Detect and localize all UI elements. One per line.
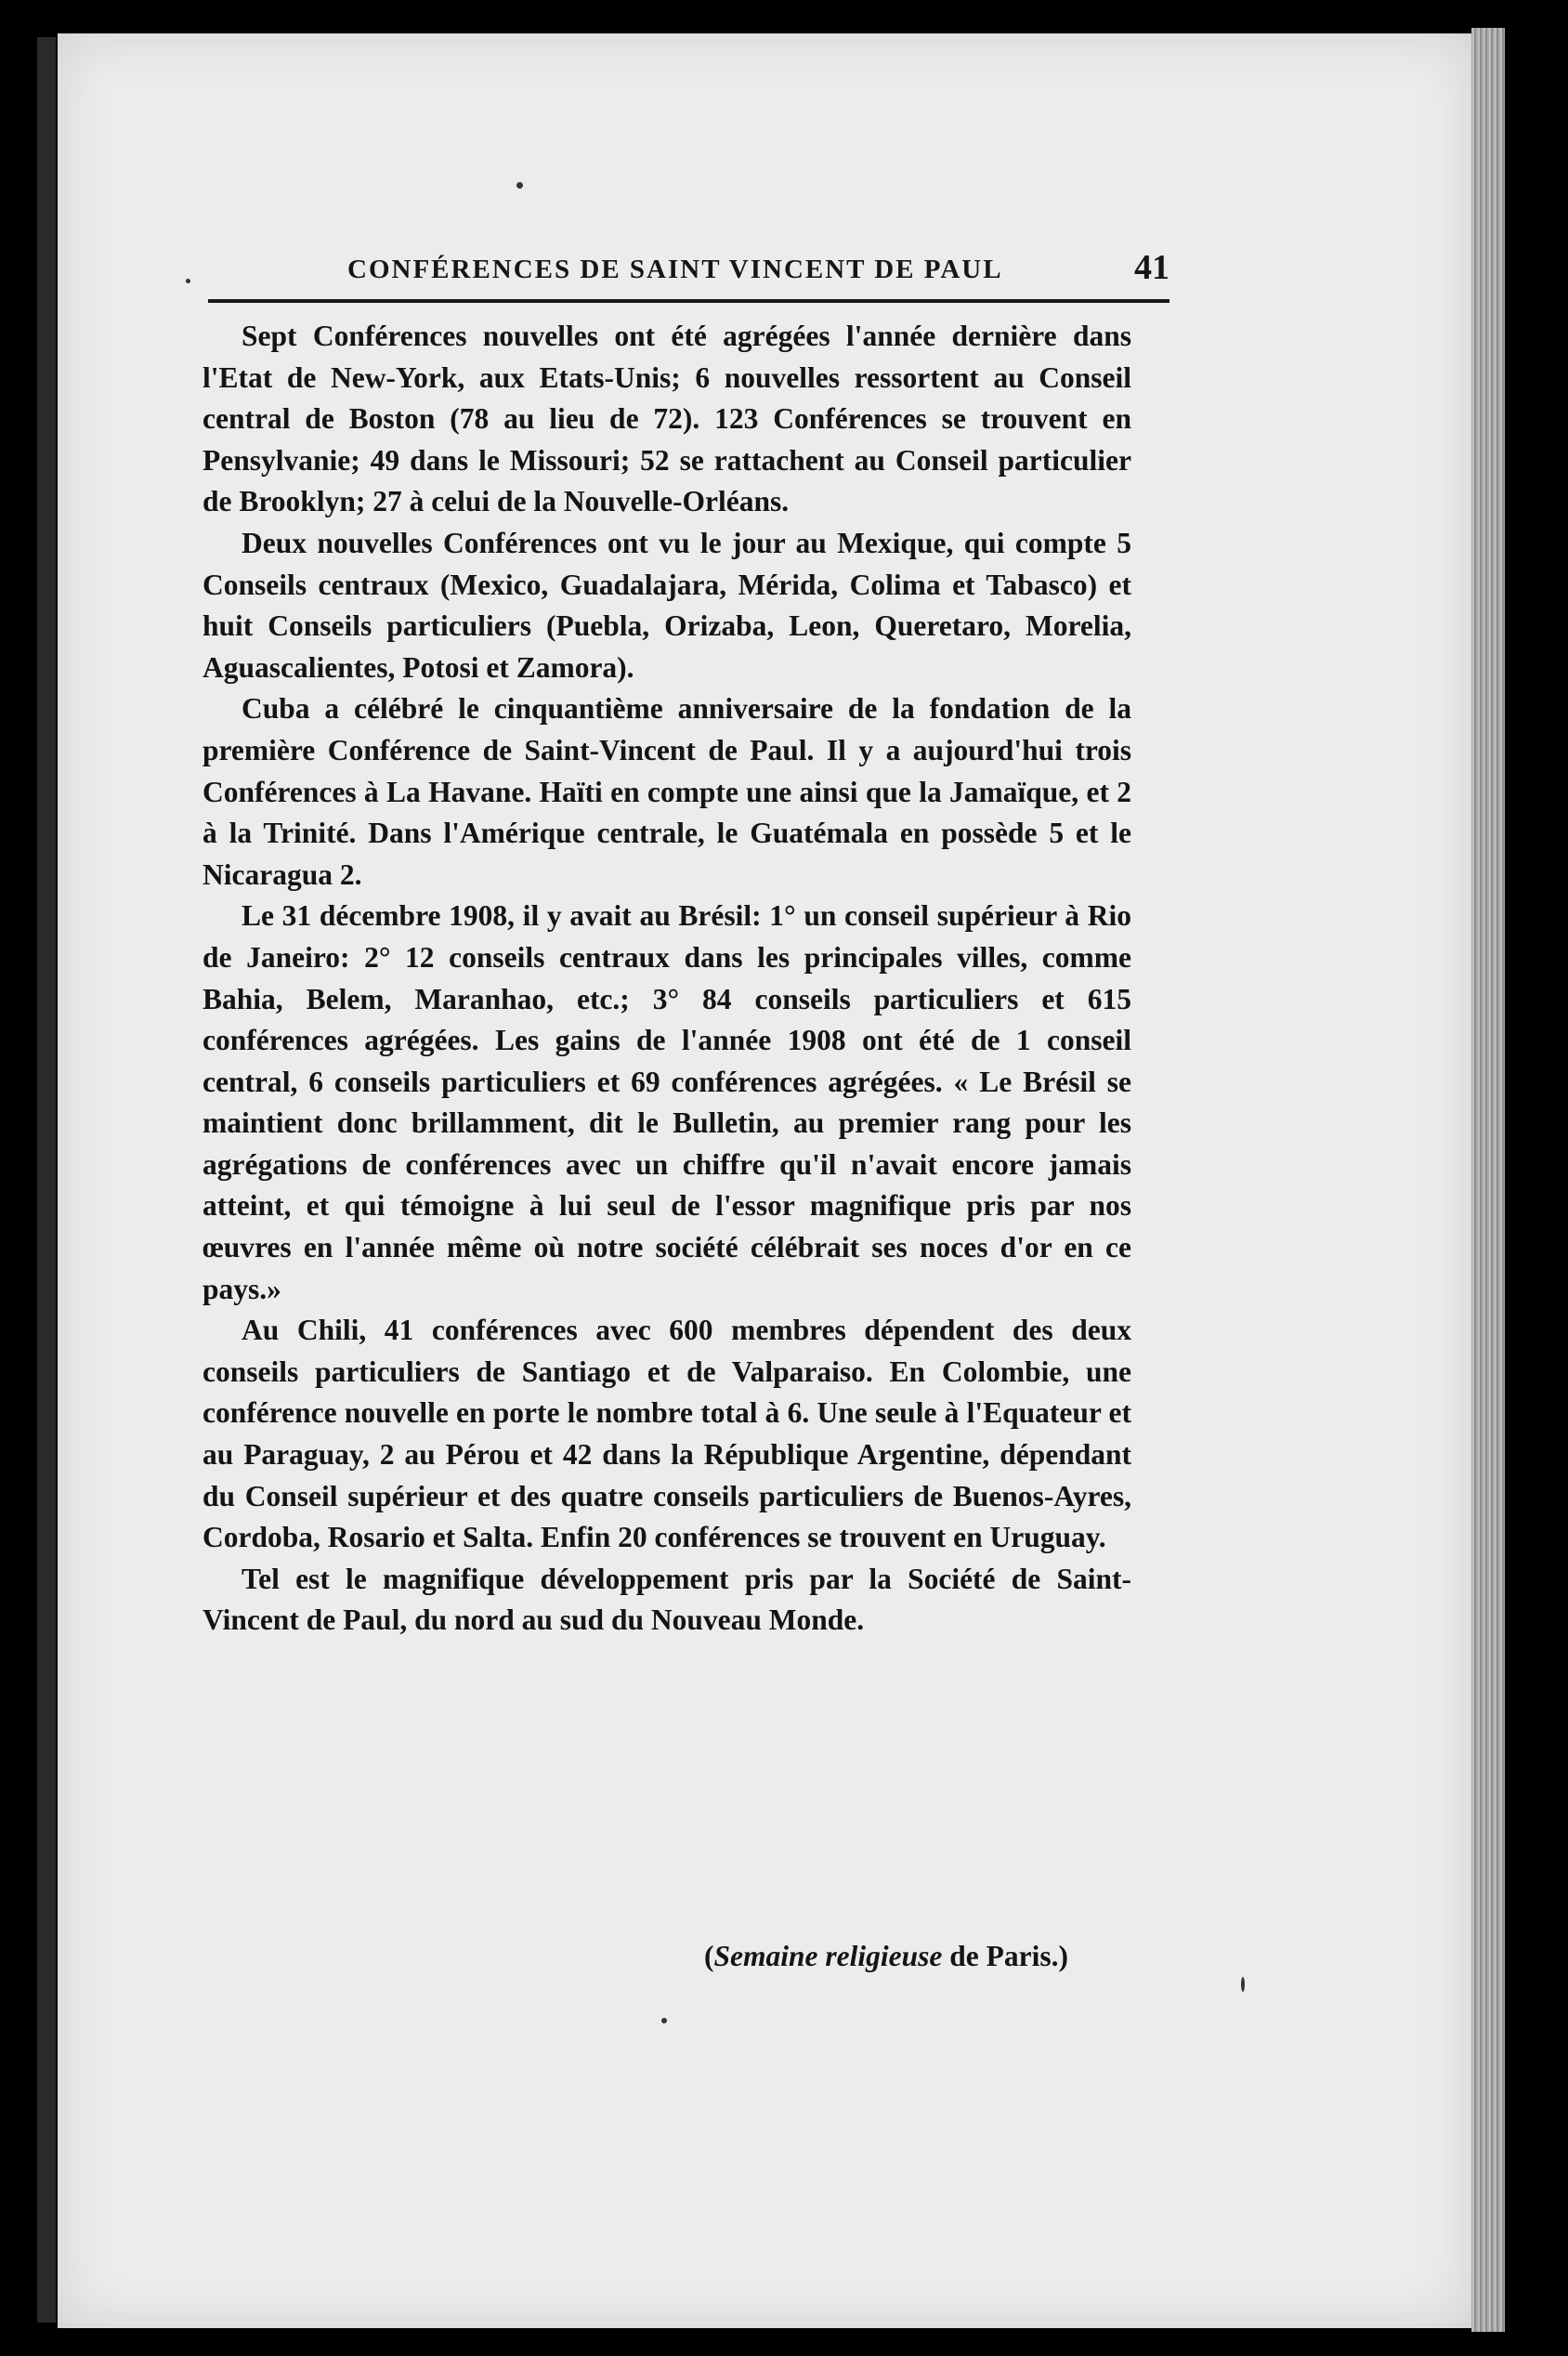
paragraph: Le 31 décembre 1908, il y avait au Brésil: 1° un conseil supérieur à Rio de Janeiro: 2° 12 conseils centraux dans les principales villes, comme Bahia, Belem, Maranhao, etc.; 3° 84 conseils particuliers et 615 conférences agrégées. Les gains de l'année 1908 ont été de 1 conseil central, 6 conseils particuliers et 69 conférences agrégées. « Le Brésil se maintient donc brillamment, dit le Bulletin, au premier rang pour les agrégations de conférences avec un chiffre qu'il n'avait encore jamais atteint, et qui témoigne à lui seul de l'essor magnifique pris par nos œuvres en l'année même où notre société célébrait ses noces d'or en ce pays.»	[203, 899, 1131, 1305]
source-citation	[203, 1940, 1068, 1973]
running-title: CONFÉRENCES DE SAINT VINCENT DE PAUL	[347, 255, 1003, 284]
paragraph: Sept Conférences nouvelles ont été agrégées l'année dernière dans l'Etat de New-York, aux Etats-Unis; 6 nouvelles ressortent au Conseil central de Boston (78 au lieu de 72). 123 Conférences se trouvent en Pensylvanie; 49 dans le Missouri; 52 se rattachent au Conseil particulier de Brooklyn; 27 à celui de la Nouvelle-Orléans.	[203, 320, 1131, 518]
body-text	[203, 316, 1131, 1642]
source-publication: Semaine religieuse	[713, 1940, 943, 1972]
dust-speck	[661, 2018, 667, 2023]
running-head	[208, 243, 1169, 303]
dust-speck	[186, 279, 190, 283]
paragraph: Deux nouvelles Conférences ont vu le jour au Mexique, qui compte 5 Conseils centraux (Mexico, Guadalajara, Mérida, Colima et Tabasco) et huit Conseils particuliers (Puebla, Orizaba, Leon, Queretaro, Morelia, Aguascalientes, Potosi et Zamora).	[203, 526, 1131, 684]
book-spine	[37, 37, 56, 2323]
paragraph: Cuba a célébré le cinquantième anniversaire de la fondation de la première Conférence de Saint-Vincent de Paul. Il y a aujourd'hui trois Conférences à La Havane. Haïti en compte une ainsi que la Jamaïque, et 2 à la Trinité. Dans l'Amérique centrale, le Guatémala en possède 5 et le Nicaragua 2.	[203, 692, 1131, 891]
source-open-paren: (	[704, 1940, 714, 1972]
dust-speck	[1241, 1977, 1245, 1992]
paragraph: Au Chili, 41 conférences avec 600 membres dépendent des deux conseils particuliers de Santiago et de Valparaiso. En Colombie, une conférence nouvelle en porte le nombre total à 6. Une seule à l'Equateur et au Paraguay, 2 au Pérou et 42 dans la République Argentine, dépendant du Conseil supérieur et des quatre conseils particuliers de Buenos-Ayres, Cordoba, Rosario et Salta. Enfin 20 conférences se trouvent en Uruguay.	[203, 1314, 1131, 1554]
dust-speck	[516, 182, 523, 189]
page-edges	[1471, 28, 1505, 2332]
source-rest: de Paris.)	[942, 1940, 1068, 1972]
page-number: 41	[1134, 248, 1169, 287]
paragraph: Tel est le magnifique développement pris par la Société de Saint-Vincent de Paul, du nord au sud du Nouveau Monde.	[203, 1562, 1131, 1637]
